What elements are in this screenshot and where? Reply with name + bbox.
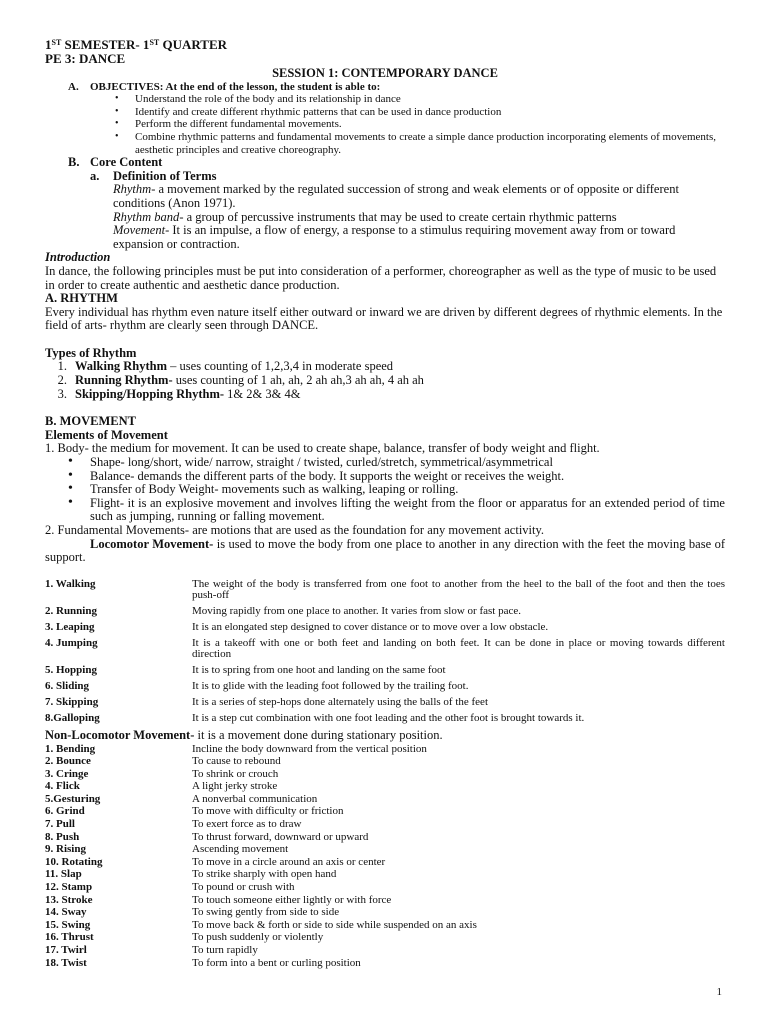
table-row: 7. Pull To exert force as to draw [45, 818, 302, 831]
objectives-list [135, 93, 725, 156]
elements-heading: Elements of Movement [45, 427, 168, 442]
table-row: 12. Stamp To pound or crush with [45, 881, 295, 894]
core-content-section [68, 156, 725, 251]
table-row: 6. Sliding It is to glide with the leading foot followed by the trailing foot. [45, 680, 469, 693]
body-element-item: • Flight- it is an explosive movement and involves lifting the weight from the floor or apparatus for an extended period of time such as jumping, running or falling movement. [90, 497, 725, 524]
table-row: 18. Twist To form into a bent or curling position [45, 956, 361, 969]
fundamental-line: 2. Fundamental Movements- are motions that are used as the foundation for any movement activity. [45, 523, 545, 537]
objective-item: • Identify and create different rhythmic patterns that can be used in dance production [135, 106, 725, 119]
objective-item: • Understand the role of the body and its relationship in dance [135, 93, 725, 106]
introduction-heading: Introduction [45, 250, 111, 265]
nonlocomotor-table [45, 743, 725, 970]
semester-heading: 1ST SEMESTER- 1ST QUARTER [45, 37, 228, 52]
table-row: 17. Twirl To turn rapidly [45, 944, 258, 956]
body-element-item: • Shape- long/short, wide/ narrow, straight / twisted, curled/stretch, symmetrical/asymmetrical [90, 456, 725, 470]
rhythm-type-item: 3. Skipping/Hopping Rhythm- 1& 2& 3& 4& [57, 386, 301, 401]
table-row: 1. Bending Incline the body downward from the vertical position [45, 742, 427, 755]
rhythm-types-list [45, 360, 725, 401]
table-row: 4. Flick A light jerky stroke [45, 780, 278, 793]
table-row: 9. Rising Ascending movement [45, 843, 289, 856]
definition-movement: Movement- It is an impulse, a flow of energy, a response to a stimulus requiring movement away from or toward expansion or contraction. [113, 223, 676, 251]
table-row: 2. Running Moving rapidly from one place to another. It varies from slow or fast pace. [45, 605, 521, 618]
objectives-heading: A. OBJECTIVES: At the end of the lesson, the student is able to: [68, 80, 381, 93]
table-row: 6. Grind To move with difficulty or friction [45, 805, 344, 818]
table-row: 5.Gesturing A nonverbal communication [45, 792, 318, 805]
body-element-item: • Balance- demands the different parts of the body. It supports the weight or receives the weight. [90, 470, 725, 484]
table-row: 16. Thrust To push suddenly or violently [45, 931, 324, 944]
rhythm-type-item: 1. Walking Rhythm – uses counting of 1,2,3,4 in moderate speed [57, 359, 394, 374]
table-row: 15. Swing To move back & forth or side to side while suspended on an axis [45, 918, 477, 931]
definition-rhythm-band: Rhythm band- a group of percussive instruments that may be used to create certain rhythmic patterns [113, 209, 617, 224]
page-number: 1 [716, 986, 722, 998]
table-row: 13. Stroke To touch someone either lightly or with force [45, 893, 392, 906]
rhythm-type-item: 2. Running Rhythm- uses counting of 1 ah, ah, 2 ah ah,3 ah ah, 4 ah ah [57, 373, 424, 388]
body-element-item: • Transfer of Body Weight- movements such as walking, leaping or rolling. [90, 483, 725, 497]
movement-heading: B. MOVEMENT [45, 414, 136, 429]
table-row: 3. Cringe To shrink or crouch [45, 767, 279, 780]
locomotor-intro: Locomotor Movement- is used to move the body from one place to another in any direction with the feet the moving base of support. [45, 536, 725, 565]
objective-item: • Combine rhythmic patterns and fundamental movements to create a simple dance production incorporating elements of movements, aesthetic principles and creative choreography. [135, 131, 725, 156]
table-row: 4. Jumping It is a takeoff with one or both feet and landing on both feet. It can be done in place or moving towards different direction [45, 636, 725, 661]
objectives-section [68, 81, 725, 157]
table-row: 8. Push To thrust forward, downward or upward [45, 830, 369, 843]
nonlocomotor-intro: Non-Locomotor Movement- it is a movement done during stationary position. [45, 727, 443, 742]
table-row: 1. Walking The weight of the body is transferred from one foot to another from the heel to the ball of the foot and then the toes push-off [45, 577, 725, 602]
definition-heading: a. Definition of Terms [90, 168, 217, 183]
rhythm-types-heading: Types of Rhythm [45, 345, 137, 360]
session-title: SESSION 1: CONTEMPORARY DANCE [272, 66, 498, 80]
table-row: 2. Bounce To cause to rebound [45, 755, 281, 768]
table-row: 10. Rotating To move in a circle around an axis or center [45, 855, 386, 868]
document-page [45, 38, 725, 969]
table-row: 14. Sway To swing gently from side to side [45, 906, 340, 919]
rhythm-heading: A. RHYTHM [45, 291, 118, 306]
table-row: 5. Hopping It is to spring from one hoot and landing on the same foot [45, 664, 446, 677]
objective-item: • Perform the different fundamental movements. [135, 118, 725, 131]
rhythm-text: Every individual has rhythm even nature itself either outward or inward we are driven by different degrees of rhythmic elements. In the field of arts- rhythm are clearly seen through DANCE. [45, 304, 723, 333]
body-elements-list [90, 456, 725, 524]
table-row: 11. Slap To strike sharply with open hand [45, 868, 337, 881]
definition-rhythm: Rhythm- a movement marked by the regulated succession of strong and weak elements or of opposite or different conditions (Anon 1971). [113, 182, 679, 210]
core-content-heading: B. Core Content [68, 155, 163, 170]
course-title: PE 3: DANCE [45, 51, 126, 66]
introduction-text: In dance, the following principles must be put into consideration of a performer, choreographer as well as the type of music to be used in order to create authentic and aesthetic dance production. [45, 263, 717, 292]
definition-list [113, 183, 725, 251]
table-row: 3. Leaping It is an elongated step designed to cover distance or to move over a low obstacle. [45, 621, 549, 634]
table-row: 8.Galloping It is a step cut combination with one foot leading and the other foot is brought towards it. [45, 712, 585, 725]
locomotor-table [45, 579, 725, 725]
table-row: 7. Skipping It is a series of step-hops done alternately using the balls of the feet [45, 696, 488, 709]
body-line: 1. Body- the medium for movement. It can be used to create shape, balance, transfer of body weight and flight. [45, 441, 600, 456]
